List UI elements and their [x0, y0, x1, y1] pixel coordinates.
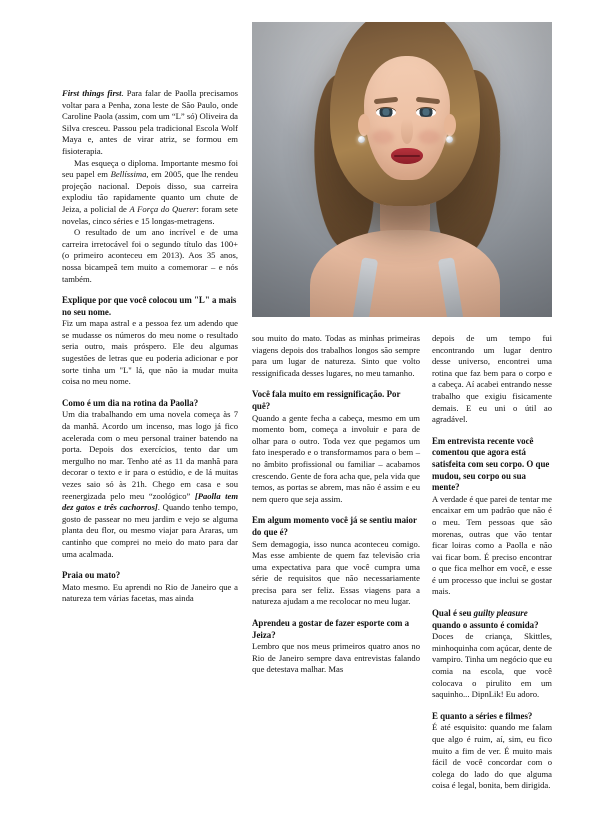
photo-vignette	[252, 22, 552, 317]
question-heading: Em entrevista recente você comentou que agora está satisfeita com seu corpo. O que mudou, seu corpo ou sua mente?	[432, 435, 550, 493]
answer-paragraph: Fiz um mapa astral e a pessoa fez um adendo que se mudasse os números do meu nome o resultado seria outro, mais próspero. Ele deu algumas sugestões de letras que eu poderia adicionar e por sorte tinha um "L" lá, que não ia mudar muita coisa no meu nome.	[62, 318, 238, 387]
paragraph: depois de um tempo fui encontrando um lugar dentro desse universo, encontrei uma rotina que faz bem para o corpo e a cabeça. Aí acabei entrando nesse trabalho que exigiu fisicamente demais. E eu uni o útil ao agradável.	[432, 333, 552, 425]
question-heading: E quanto a séries e filmes?	[432, 710, 533, 721]
answer-paragraph: Lembro que nos meus primeiros quatro anos no Rio de Janeiro sempre dava entrevistas falando que detestava malhar. Mas	[252, 641, 420, 675]
question-heading: Explique por que você colocou um "L" a mais no seu nome.	[62, 295, 237, 317]
paragraph: Mas esqueça o diploma. Importante mesmo foi seu papel em Bellíssima, em 2005, que lhe rendeu projeção nacional. Depois disso, sua carreira explodiu tão rapidamente quanto um chute de Jeiza, a policial de A Força do Querer: foram sete novelas, cinco séries e 15 longas-metragens.	[62, 157, 239, 226]
paragraph-text-1: . Para falar de Paolla precisamos voltar para a Penha, zona leste de São Paulo, onde Caroline Paola (assim, com um “L” só) Oliveira da Silva cresceu. Passou pela tradicional Escola Wolf Maya e, antes de virar atriz, se formou em fisioterapia.	[62, 88, 239, 156]
answer-paragraph: Doces de criança, Skittles, minhoquinha com açúcar, dente de vampiro. Tinha um negócio que eu comia na escola, que você colocava o pirulito em um saquinho... DipnLik! Eu adoro.	[432, 631, 552, 700]
answer-paragraph: Sem demagogia, isso nunca aconteceu comigo. Mas esse ambiente de quem faz televisão cria uma expectativa para que você cumpra uma série de requisitos que não necessariamente precisa para ser feliz. Essas viagens para a natureza ajudam a me recolocar no meu lugar.	[252, 538, 420, 607]
text-column-3	[432, 333, 552, 792]
answer-paragraph: Quando a gente fecha a cabeça, mesmo em um momento bom, começa a involuir e para de olhar para o outro. Toda vez que pegamos um fato inesperado e o transformamos para o bem – no âmbito profissional ou familiar – acabamos crescendo. Gente de fora acha que, pela vida que temos, as portas se abrem, mas não é assim e eu nem quero que seja assim.	[252, 412, 420, 504]
paragraph: O resultado de um ano incrível e de uma carreira irretocável foi o segundo título das 100+ (o primeiro aconteceu em 2013). Aos 35 anos, nossa bicampeã tem muito a comemorar – e nós também.	[62, 227, 238, 284]
question-heading: Em algum momento você já se sentiu maior do que é?	[252, 515, 417, 537]
question-heading: Qual é seu guilty pleasure quando o assunto é comida?	[432, 608, 539, 630]
text-column-1	[62, 88, 238, 768]
question-heading: Como é um dia na rotina da Paolla?	[62, 397, 199, 408]
answer-paragraph: Um dia trabalhando em uma novela começa às 7 da manhã. Acordo um incenso, mas logo já fico acelerada com o meu personal trainer batendo na porta. Depois dos exercícios, tento dar um mergulho no mar. Tenho até as 11 da manhã para decorar o texto e ir para o estúdio, e de lá muitas vezes saio só às 21h. Chego em casa e sou reenergizada pelo meu “zoológico” [Paolla tem dez gatos e três cachorros]. Quando tenho tempo, gosto de passear no meu jardim e vejo se alguma planta deu flor, ou mesmo viajar para Araras, um cantinho que comprei no meio do mato para dar uma acalmada.	[62, 409, 239, 559]
paragraph: First things first. Para falar de Paolla precisamos voltar para a Penha, zona leste de São Paulo, onde Caroline Paola (assim, com um “L” só) Oliveira da Silva cresceu. Passou pela tradicional Escola Wolf Maya e, antes de virar atriz, se formou em fisioterapia.	[62, 88, 239, 156]
portrait-photo	[252, 22, 552, 317]
answer-paragraph: Mato mesmo. Eu aprendi no Rio de Janeiro que a natureza tem várias facetas, mas ainda	[62, 581, 238, 604]
question-heading: Você fala muito em ressignificação. Por quê?	[252, 389, 401, 411]
question-heading: Praia ou mato?	[62, 570, 121, 581]
answer-paragraph: A verdade é que parei de tentar me encaixar em um padrão que não é o meu. Tem pessoas que são morenas, outras que vão tentar ficar loiras como a Paolla e não vai ficar bom. É preciso encontrar o que fica melhor em você, e esse é um processo que inclui se gostar mais.	[432, 493, 552, 597]
paragraph: sou muito do mato. Todas as minhas primeiras viagens depois dos trabalhos longos são sempre para um lugar de natureza. Sinto que volto ressignificada desses lugares, no meu tamanho.	[252, 333, 420, 378]
answer-paragraph: É até esquisito: quando me falam que algo é ruim, aí, sim, eu fico muito a fim de ver. É muito mais fácil de você concordar com o colega do lado do que alguma coisa é legal, bonita, bem dirigida.	[432, 722, 552, 791]
text-column-2	[252, 333, 420, 676]
question-heading: Aprendeu a gostar de fazer esporte com a Jeiza?	[252, 618, 410, 640]
